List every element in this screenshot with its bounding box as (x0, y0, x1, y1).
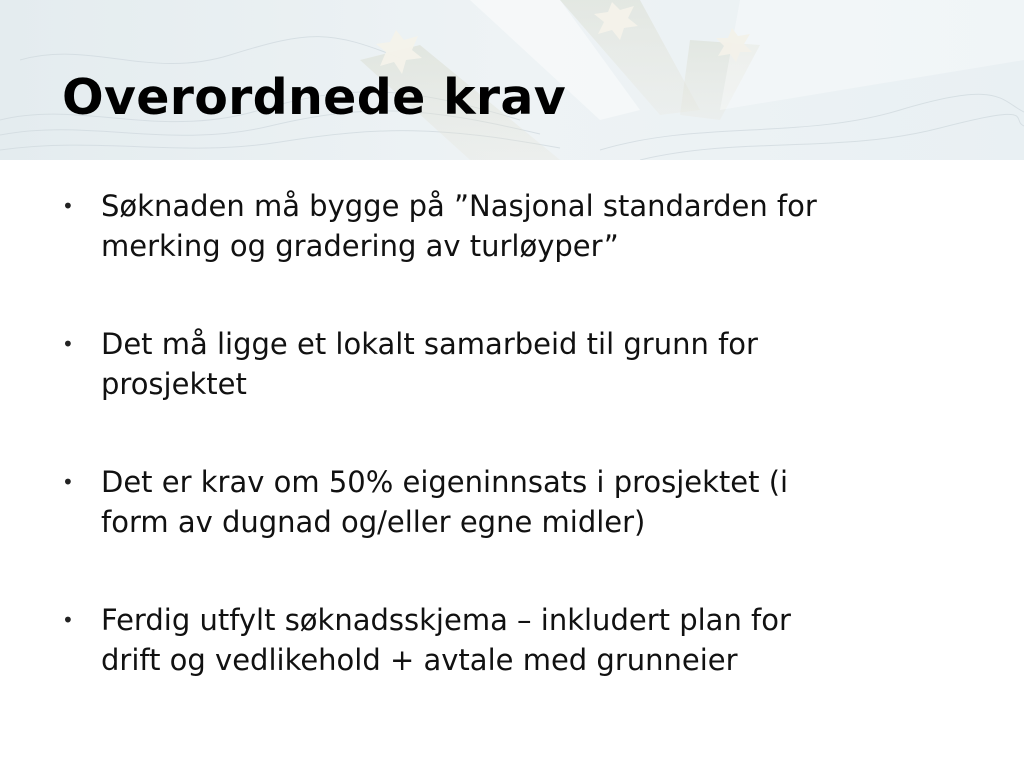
bullet-list (62, 186, 982, 738)
slide-title: Overordnede krav (62, 69, 566, 126)
bullet-text: Søknaden må bygge på ”Nasjonal standarden for merking og gradering av turløyper” (101, 189, 817, 263)
bullet-icon: • (62, 194, 74, 218)
bullet-icon: • (62, 470, 74, 494)
bullet-text: Ferdig utfylt søknadsskjema – inkludert plan for drift og vedlikehold + avtale med grunneier (101, 603, 791, 677)
bullet-icon: • (62, 332, 74, 356)
bullet-item (62, 462, 982, 542)
bullet-text: Det må ligge et lokalt samarbeid til grunn for prosjektet (101, 327, 758, 401)
bullet-text: Det er krav om 50% eigeninnsats i prosjektet (i form av dugnad og/eller egne midler) (101, 465, 789, 539)
bullet-item (62, 186, 982, 266)
bullet-item (62, 324, 982, 404)
bullet-icon: • (62, 608, 74, 632)
bullet-item (62, 600, 982, 680)
